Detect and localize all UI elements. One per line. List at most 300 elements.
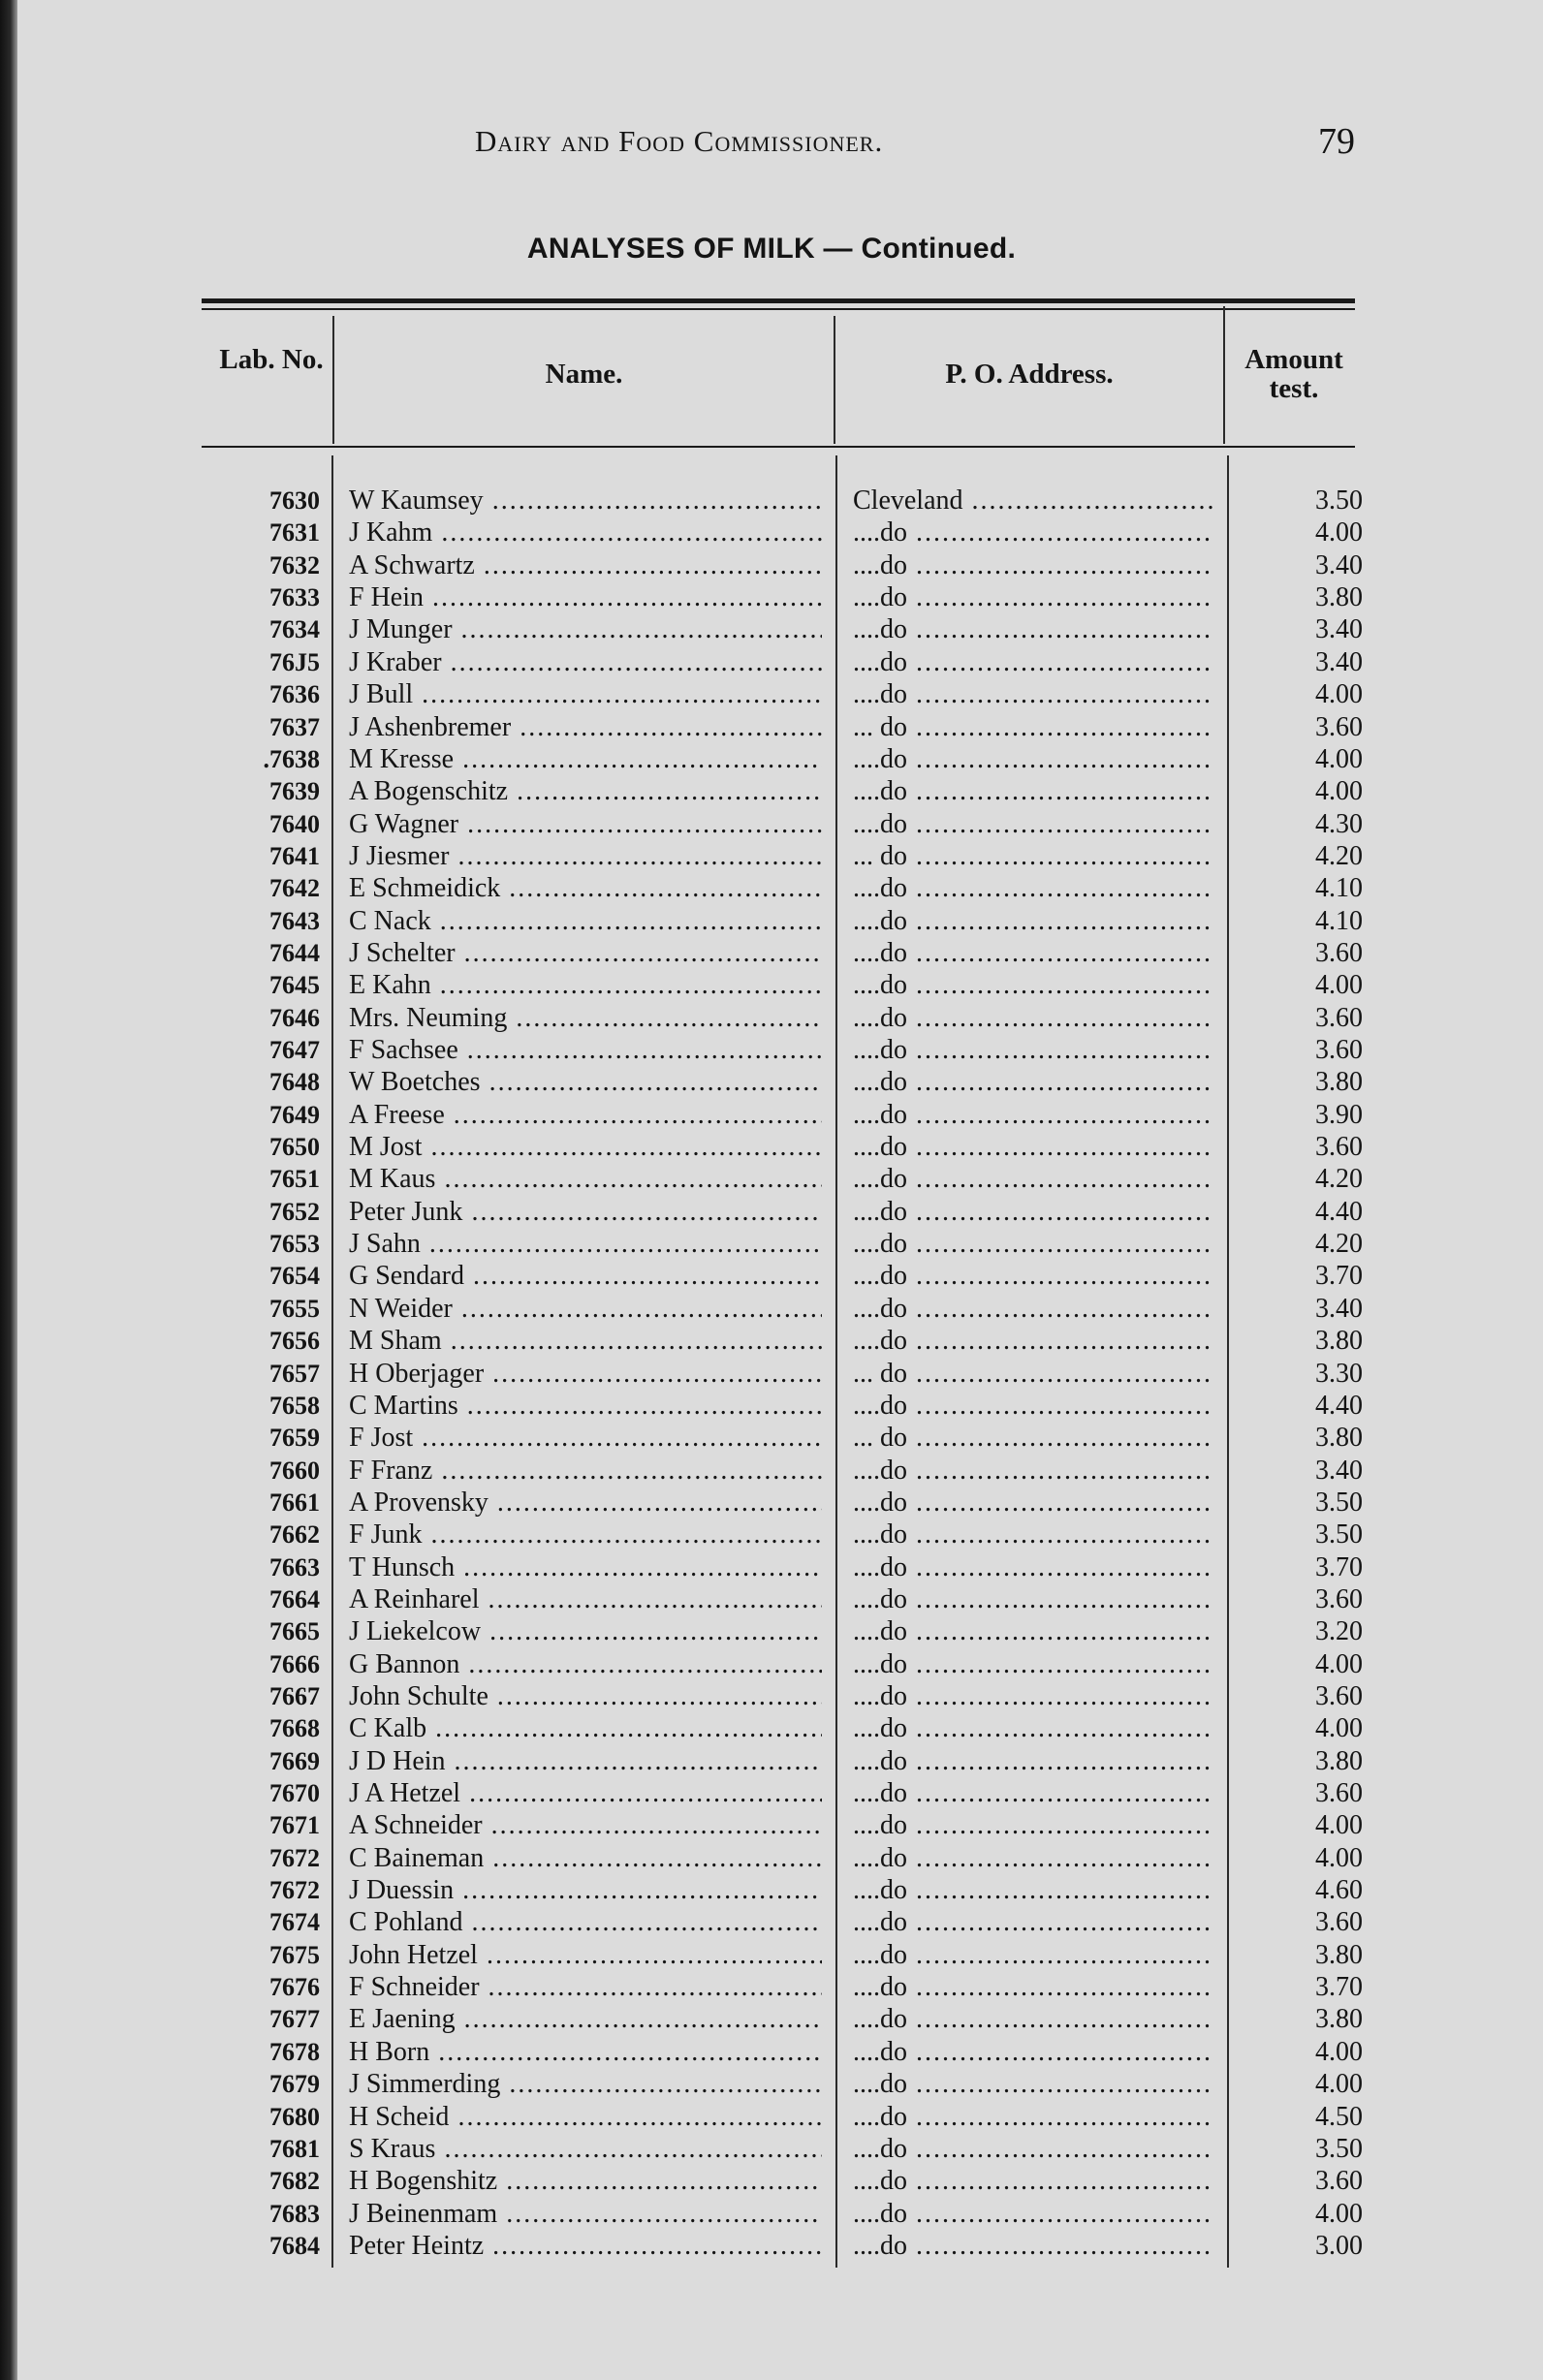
amount-cell [1248,1809,1363,1841]
lab-no-cell-text: 7663 [269,1552,320,1581]
lab-no-cell-text: 7645 [269,971,320,1000]
amount-cell [1248,1422,1363,1454]
lab-no-cell [215,1874,320,1906]
lab-no-cell [215,743,320,775]
amount-cell-text: 3.40 [1315,1293,1363,1324]
lab-no-cell [215,1712,320,1744]
amount-cell [1248,2230,1363,2262]
table-row [0,1422,1543,1454]
address-cell-text: ....do ..... [853,1294,1213,1324]
name-cell [349,2068,822,2100]
name-cell-text: G Wagner ..... [349,809,822,839]
name-cell [349,1712,822,1744]
lab-no-cell [215,549,320,581]
amount-cell-text: 3.20 [1315,1616,1363,1647]
table-row [0,808,1543,840]
address-cell-text: ....do ..... [853,2004,1213,2034]
name-cell-text: H Born ..... [349,2037,822,2067]
name-cell [349,1260,822,1292]
address-cell-text: ....do ..... [853,1197,1213,1227]
name-cell [349,905,822,937]
address-cell-text: ....do ..... [853,1261,1213,1291]
address-cell-text: ... do ..... [853,1359,1213,1389]
page-number: 79 [1318,121,1355,162]
lab-no-cell-text: 7660 [269,1456,320,1485]
name-cell [349,2230,822,2262]
address-cell [853,1358,1213,1390]
address-cell [853,1099,1213,1131]
address-cell [853,1487,1213,1519]
name-cell-text: G Bannon ..... [349,1649,822,1679]
address-cell [853,2133,1213,2165]
lab-no-cell [215,2036,320,2068]
amount-cell [1248,1260,1363,1292]
amount-cell [1248,646,1363,678]
amount-cell-text: 3.60 [1315,2166,1363,2197]
amount-cell [1248,517,1363,548]
amount-cell [1248,1745,1363,1777]
lab-no-cell [215,581,320,613]
name-cell-text: M Sham ..... [349,1326,822,1356]
lab-no-cell [215,613,320,645]
header-name [334,360,834,389]
address-cell-text: ....do ..... [853,1810,1213,1840]
table-row [0,1583,1543,1615]
table-row [0,549,1543,581]
address-cell [853,1842,1213,1874]
amount-cell [1248,2068,1363,2100]
lab-no-cell-text: 7668 [269,1714,320,1743]
name-cell-text: F Sachsee ..... [349,1035,822,1065]
lab-no-cell-text: 7651 [269,1165,320,1194]
lab-no-cell-text: 7631 [269,518,320,548]
amount-cell [1248,1551,1363,1583]
address-cell-text: ....do ..... [853,1132,1213,1162]
amount-cell [1248,872,1363,904]
header-separator-1 [332,316,334,444]
amount-cell-text: 4.20 [1315,1164,1363,1195]
name-cell-text: H Oberjager ..... [349,1359,822,1389]
amount-cell [1248,937,1363,969]
table-row [0,613,1543,645]
table-row [0,2198,1543,2230]
amount-cell-text: 3.80 [1315,1939,1363,1970]
amount-cell-text: 3.40 [1315,614,1363,645]
address-cell [853,1809,1213,1841]
address-cell-text: ....do ..... [853,647,1213,677]
amount-cell-text: 3.50 [1315,485,1363,516]
name-cell-text: F Junk ..... [349,1519,822,1550]
name-cell [349,969,822,1001]
amount-cell [1248,1131,1363,1163]
name-cell-text: J Schelter ..... [349,938,822,968]
lab-no-cell [215,1455,320,1487]
address-cell-text: ....do ..... [853,1552,1213,1582]
name-cell-text: Mrs. Neuming ..... [349,1003,822,1033]
name-cell [349,1906,822,1938]
name-cell [349,1648,822,1680]
table-row [0,1777,1543,1809]
amount-cell [1248,1099,1363,1131]
table-row [0,1615,1543,1647]
table-row [0,937,1543,969]
lab-no-cell-text: 7674 [269,1908,320,1937]
lab-no-cell-text: 7681 [269,2134,320,2163]
name-cell [349,775,822,807]
top-rule-thin [202,308,1355,310]
amount-cell [1248,1390,1363,1422]
address-cell-text: ....do ..... [853,1972,1213,2002]
amount-cell-text: 3.80 [1315,1067,1363,1098]
table-row [0,1002,1543,1034]
table-row [0,1551,1543,1583]
address-cell-text: ....do ..... [853,550,1213,580]
lab-no-cell [215,2198,320,2230]
table-row [0,1131,1543,1163]
lab-no-cell [215,2165,320,2197]
lab-no-cell-text: 7667 [269,1682,320,1710]
address-cell-text: ....do ..... [853,1229,1213,1259]
lab-no-cell-text: 7672 [269,1876,320,1904]
lab-no-cell-text: 7639 [269,777,320,806]
name-cell [349,743,822,775]
lab-no-cell-text: 7648 [269,1068,320,1097]
lab-no-cell-text: 7643 [269,906,320,935]
name-cell-text: J Simmerding ..... [349,2069,822,2099]
address-cell-text: ....do ..... [853,582,1213,612]
amount-cell [1248,1712,1363,1744]
table-row [0,1099,1543,1131]
table-row [0,1519,1543,1550]
table-row [0,2165,1543,2197]
amount-cell [1248,1971,1363,2003]
amount-cell-text: 4.40 [1315,1196,1363,1227]
address-cell [853,1648,1213,1680]
name-cell [349,646,822,678]
table-row [0,1260,1543,1292]
amount-cell-text: 3.80 [1315,582,1363,612]
name-cell-text: F Franz ..... [349,1456,822,1486]
address-cell [853,808,1213,840]
amount-cell [1248,840,1363,872]
address-cell-text: ....do ..... [853,1035,1213,1065]
name-cell-text: A Provensky ..... [349,1488,822,1518]
address-cell [853,1583,1213,1615]
name-cell [349,1163,822,1195]
lab-no-cell [215,1196,320,1228]
name-cell [349,1680,822,1712]
address-cell-text: ....do ..... [853,744,1213,774]
table-row [0,1196,1543,1228]
amount-cell [1248,711,1363,743]
lab-no-cell-text: 7642 [269,874,320,903]
amount-cell-text: 3.60 [1315,1035,1363,1065]
name-cell-text: S Kraus ..... [349,2134,822,2164]
name-cell [349,1583,822,1615]
name-cell [349,1874,822,1906]
name-cell [349,678,822,710]
header-address [835,360,1223,389]
name-cell-text: J Kraber ..... [349,647,822,677]
address-cell [853,1939,1213,1971]
name-cell-text: W Boetches ..... [349,1067,822,1097]
name-cell [349,1745,822,1777]
address-cell [853,485,1213,517]
amount-cell-text: 3.50 [1315,1519,1363,1550]
amount-cell [1248,1874,1363,1906]
amount-cell [1248,1777,1363,1809]
amount-cell-text: 3.60 [1315,711,1363,742]
name-cell [349,1809,822,1841]
amount-cell-text: 4.20 [1315,1229,1363,1260]
address-cell [853,2198,1213,2230]
amount-cell [1248,1034,1363,1066]
header-lab-no-text: Lab. No. [219,344,324,375]
address-cell [853,1163,1213,1195]
table-row [0,2036,1543,2068]
lab-no-cell-text: 7630 [269,486,320,515]
table-row [0,1066,1543,1098]
amount-cell-text: 4.10 [1315,873,1363,904]
amount-cell [1248,1842,1363,1874]
lab-no-cell [215,1939,320,1971]
lab-no-cell-text: 76J5 [269,647,320,676]
amount-cell [1248,2165,1363,2197]
amount-cell-text: 3.80 [1315,1326,1363,1357]
lab-no-cell-text: 7661 [269,1488,320,1517]
amount-cell [1248,1002,1363,1034]
name-cell-text: A Schwartz ..... [349,550,822,580]
table-row [0,2133,1543,2165]
amount-cell-text: 3.70 [1315,1551,1363,1582]
name-cell-text: J Jiesmer ..... [349,841,822,871]
name-cell [349,1422,822,1454]
amount-cell-text: 3.80 [1315,1745,1363,1776]
amount-cell [1248,2003,1363,2035]
amount-cell-text: 4.00 [1315,743,1363,774]
name-cell-text: N Weider ..... [349,1294,822,1324]
amount-cell-text: 4.00 [1315,679,1363,710]
name-cell-text: J Munger ..... [349,614,822,644]
address-cell [853,1971,1213,2003]
amount-cell-text: 4.10 [1315,905,1363,936]
table-row [0,743,1543,775]
name-cell [349,613,822,645]
lab-no-cell [215,872,320,904]
lab-no-cell [215,1777,320,1809]
amount-cell [1248,775,1363,807]
lab-no-cell-text: 7671 [269,1811,320,1840]
amount-cell [1248,1648,1363,1680]
amount-cell [1248,1615,1363,1647]
table-row [0,1939,1543,1971]
amount-cell-text: 3.00 [1315,2230,1363,2261]
address-cell [853,1712,1213,1744]
amount-cell-text: 4.00 [1315,1842,1363,1873]
table-row [0,1680,1543,1712]
name-cell [349,1777,822,1809]
table-row [0,2101,1543,2133]
name-cell [349,2003,822,2035]
address-cell-text: ....do ..... [853,2069,1213,2099]
name-cell [349,1971,822,2003]
address-cell [853,2003,1213,2035]
address-cell [853,1551,1213,1583]
lab-no-cell-text: 7647 [269,1036,320,1064]
lab-no-cell [215,1163,320,1195]
address-cell [853,2165,1213,2197]
lab-no-cell [215,2068,320,2100]
amount-cell [1248,1228,1363,1260]
address-cell-text: ....do ..... [853,1778,1213,1808]
address-cell [853,646,1213,678]
table-title: ANALYSES OF MILK — Continued. [526,233,1017,265]
lab-no-cell-text: 7684 [269,2231,320,2260]
address-cell-text: ....do ..... [853,1326,1213,1356]
name-cell-text: J Beinenmam ..... [349,2199,822,2229]
amount-cell-text: 3.40 [1315,549,1363,580]
name-cell [349,2133,822,2165]
address-cell-text: ....do ..... [853,2037,1213,2067]
lab-no-cell [215,1034,320,1066]
address-cell-text: ....do ..... [853,517,1213,548]
name-cell-text: F Jost ..... [349,1423,822,1453]
address-cell-text: ....do ..... [853,873,1213,903]
lab-no-cell-text: 7664 [269,1584,320,1613]
lab-no-cell [215,517,320,548]
table-row [0,969,1543,1001]
address-cell [853,517,1213,548]
name-cell-text: John Hetzel ..... [349,1940,822,1970]
amount-cell-text: 4.00 [1315,1648,1363,1679]
lab-no-cell-text: 7653 [269,1230,320,1259]
name-cell-text: J Duessin ..... [349,1875,822,1905]
lab-no-cell-text: 7659 [269,1424,320,1453]
amount-cell-text: 3.60 [1315,1907,1363,1938]
lab-no-cell [215,1066,320,1098]
lab-no-cell [215,1325,320,1357]
address-cell [853,1002,1213,1034]
name-cell-text: Peter Heintz ..... [349,2231,822,2261]
address-cell [853,581,1213,613]
address-cell-text: ....do ..... [853,1067,1213,1097]
table-row [0,1906,1543,1938]
address-cell-text: ....do ..... [853,1649,1213,1679]
address-cell-text: ....do ..... [853,679,1213,709]
header-separator-2 [834,316,835,444]
name-cell [349,2101,822,2133]
name-cell-text: J Sahn ..... [349,1229,822,1259]
lab-no-cell [215,2133,320,2165]
lab-no-cell-text: 7672 [269,1843,320,1872]
amount-cell [1248,2036,1363,2068]
amount-cell-text: 4.00 [1315,970,1363,1001]
address-cell [853,905,1213,937]
address-cell [853,2068,1213,2100]
amount-cell-text: 3.90 [1315,1099,1363,1130]
table-row [0,678,1543,710]
lab-no-cell [215,1971,320,2003]
amount-cell [1248,808,1363,840]
lab-no-cell [215,1260,320,1292]
header-separator-3 [1223,306,1225,444]
amount-cell-text: 4.00 [1315,2069,1363,2100]
amount-cell-text: 3.70 [1315,1261,1363,1292]
address-cell-text: ....do ..... [853,1488,1213,1518]
address-cell [853,1874,1213,1906]
amount-cell-text: 4.00 [1315,776,1363,807]
address-cell [853,937,1213,969]
address-cell-text: ....do ..... [853,938,1213,968]
lab-no-cell-text: 7636 [269,680,320,709]
amount-cell-text: 3.80 [1315,2004,1363,2035]
lab-no-cell-text: 7683 [269,2199,320,2228]
lab-no-cell-text: 7633 [269,583,320,611]
amount-cell [1248,613,1363,645]
table-row [0,1487,1543,1519]
lab-no-cell [215,1099,320,1131]
name-cell [349,1131,822,1163]
address-cell [853,1680,1213,1712]
lab-no-cell [215,1293,320,1325]
name-cell [349,1196,822,1228]
table-row [0,872,1543,904]
amount-cell-text: 4.00 [1315,1810,1363,1841]
lab-no-cell [215,711,320,743]
amount-cell-text: 3.30 [1315,1358,1363,1389]
lab-no-cell-text: 7678 [269,2037,320,2066]
lab-no-cell [215,1487,320,1519]
name-cell-text: G Sendard ..... [349,1261,822,1291]
lab-no-cell [215,905,320,937]
address-cell-text: ....do ..... [853,970,1213,1000]
amount-cell-text: 4.60 [1315,1875,1363,1905]
lab-no-cell [215,1551,320,1583]
name-cell-text: T Hunsch ..... [349,1552,822,1582]
name-cell-text: John Schulte ..... [349,1681,822,1711]
address-cell-text: ....do ..... [853,1519,1213,1550]
lab-no-cell-text: 7657 [269,1359,320,1388]
running-head: Dairy and Food Commissioner. [475,124,884,158]
lab-no-cell [215,1842,320,1874]
amount-cell [1248,678,1363,710]
lab-no-cell [215,1228,320,1260]
address-cell-text: ....do ..... [853,2102,1213,2132]
table-row [0,1971,1543,2003]
amount-cell [1248,485,1363,517]
address-cell [853,2036,1213,2068]
amount-cell-text: 3.80 [1315,1423,1363,1454]
address-cell [853,2230,1213,2262]
name-cell-text: Peter Junk ..... [349,1197,822,1227]
amount-cell-text: 3.50 [1315,2133,1363,2164]
amount-cell-text: 3.40 [1315,646,1363,677]
name-cell [349,517,822,548]
lab-no-cell-text: 7650 [269,1133,320,1161]
address-cell [853,1615,1213,1647]
lab-no-cell-text: 7662 [269,1520,320,1550]
address-cell [853,1066,1213,1098]
amount-cell-text: 4.00 [1315,1713,1363,1744]
table-row [0,1390,1543,1422]
name-cell [349,1325,822,1357]
lab-no-cell-text: .7638 [263,744,320,773]
lab-no-cell-text: 7649 [269,1100,320,1129]
lab-no-cell [215,1680,320,1712]
name-cell [349,937,822,969]
table-row [0,1874,1543,1906]
address-cell-text: ... do ..... [853,841,1213,871]
